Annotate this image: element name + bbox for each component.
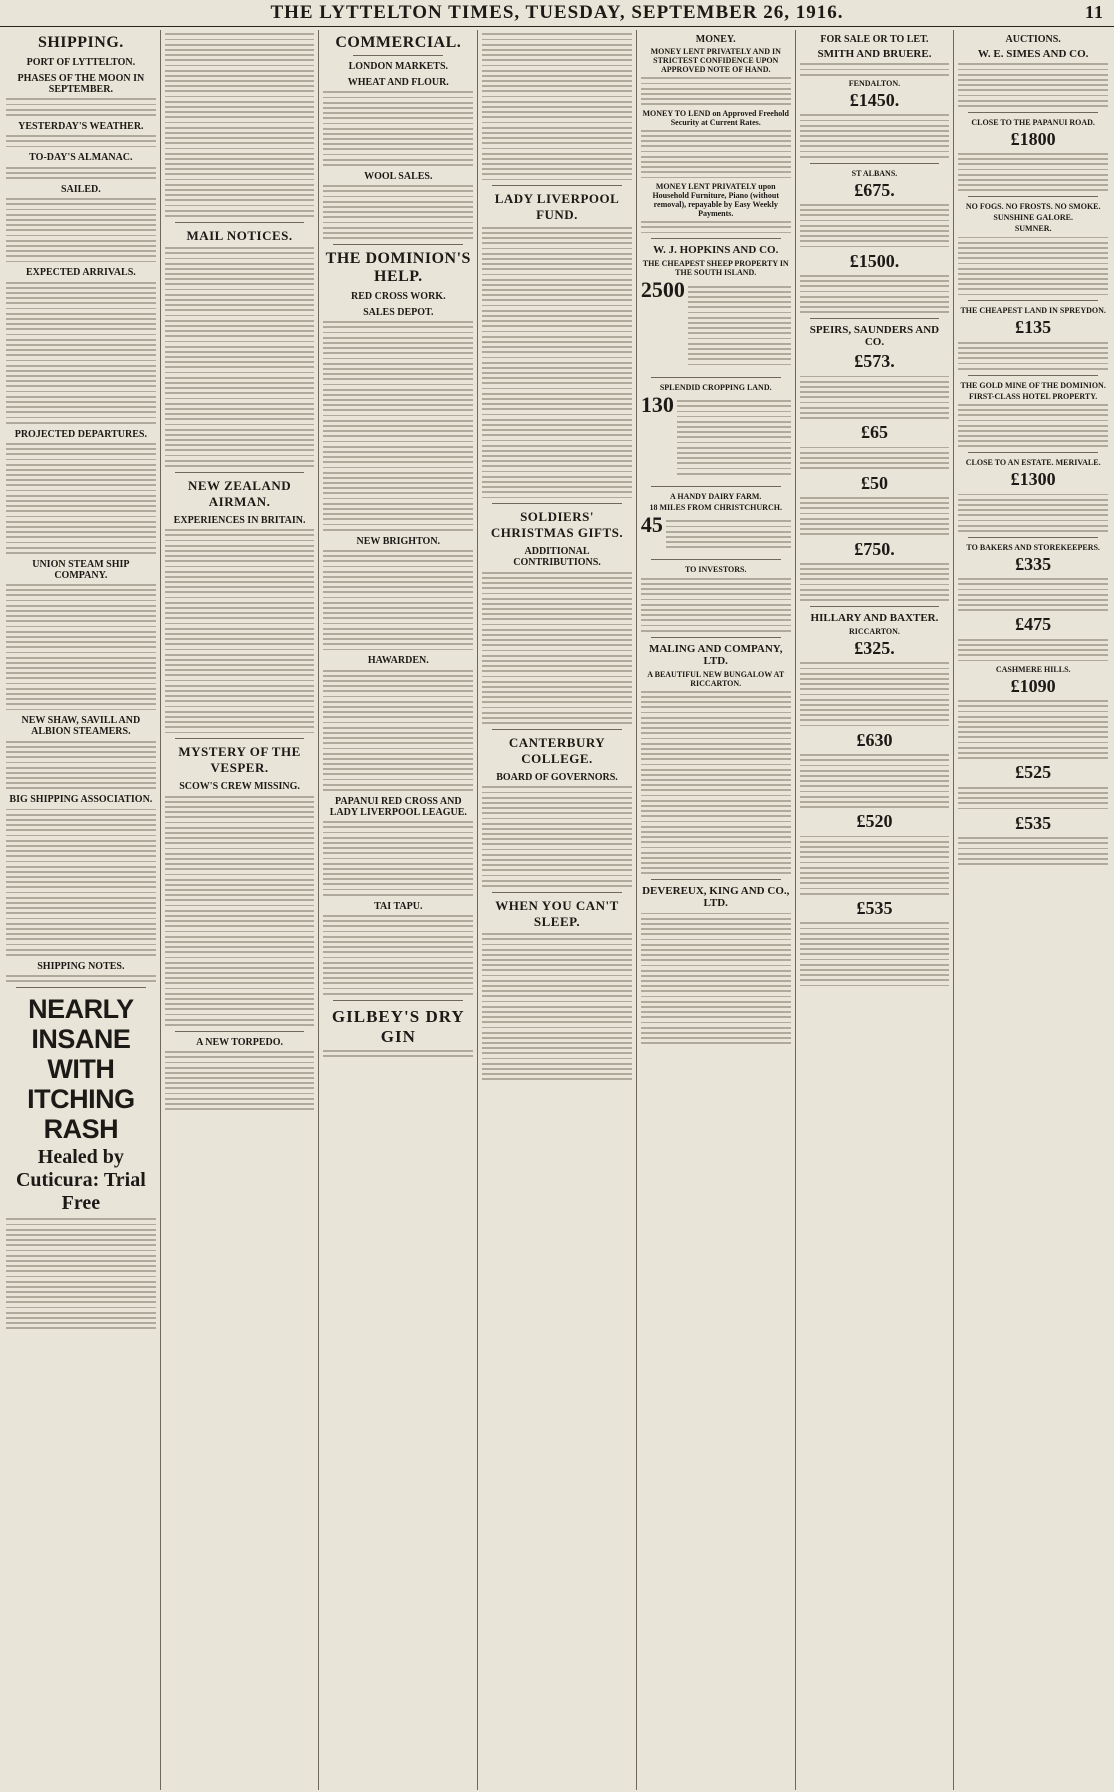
divider <box>175 222 305 223</box>
lady-liverpool-heading: LADY LIVERPOOL FUND. <box>494 191 620 223</box>
divider <box>968 375 1098 376</box>
bakers-heading: TO BAKERS AND STOREKEEPERS. <box>966 542 1100 552</box>
text-block <box>958 63 1108 106</box>
text-block <box>800 376 950 419</box>
text-block <box>800 114 950 157</box>
smith-heading: SMITH AND BRUERE. <box>817 48 932 60</box>
text-block <box>958 578 1108 611</box>
hawarden-heading: HAWARDEN. <box>367 655 429 667</box>
miles-heading: 18 MILES FROM CHRISTCHURCH. <box>649 502 782 512</box>
money-ad-2: MONEY TO LEND on Approved Freehold Security at Current Rates. <box>642 108 789 127</box>
text-block <box>641 130 791 178</box>
riccarton-heading: RICCARTON. <box>848 627 900 637</box>
column-for-sale <box>796 30 955 1790</box>
ad-2500-acres <box>641 279 791 371</box>
text-block <box>6 443 156 554</box>
text-block <box>165 796 315 1026</box>
text-block <box>6 135 156 147</box>
divider <box>492 503 622 504</box>
text-block <box>165 247 315 467</box>
papanui-league-heading: PAPANUI RED CROSS AND LADY LIVERPOOL LEAGUE. <box>329 795 467 818</box>
text-block <box>958 787 1108 810</box>
port-heading: PORT OF LYTTELTON. <box>26 57 136 68</box>
columns <box>2 30 1112 1790</box>
page-number: 11 <box>1084 2 1104 22</box>
hopkins-heading: W. J. HOPKINS AND CO. <box>653 244 779 257</box>
price-573: £573. <box>854 351 895 372</box>
price-1800: £1800 <box>1010 128 1056 149</box>
price-1500: £1500. <box>849 250 900 271</box>
text-block <box>482 933 632 1080</box>
brighton-heading: NEW BRIGHTON. <box>356 535 441 547</box>
divider <box>333 244 463 245</box>
text-block <box>482 227 632 499</box>
text-block <box>641 913 791 1044</box>
divider <box>175 1031 305 1032</box>
text-block <box>6 975 156 982</box>
text-block <box>958 153 1108 191</box>
divider <box>651 559 781 560</box>
text-block <box>323 821 473 895</box>
text-block <box>6 809 156 956</box>
text-block <box>800 922 950 986</box>
column-auctions <box>954 30 1112 1790</box>
mail-heading: MAIL NOTICES. <box>186 227 293 243</box>
crew-heading: SCOW'S CREW MISSING. <box>179 781 300 793</box>
britain-heading: EXPERIENCES IN BRITAIN. <box>173 514 306 526</box>
shaw-heading: NEW SHAW, SAVILL AND ALBION STEAMERS. <box>21 715 141 738</box>
divider <box>651 486 781 487</box>
text-block <box>323 1050 473 1057</box>
column-mail <box>161 30 320 1790</box>
price-1450: £1450. <box>849 89 900 110</box>
text-block <box>958 404 1108 447</box>
canterbury-heading: CANTERBURY COLLEGE. <box>508 735 606 766</box>
gifts-subheading: ADDITIONAL CONTRIBUTIONS. <box>513 546 601 569</box>
price-535b: £535 <box>1015 812 1052 833</box>
text-block <box>958 700 1108 759</box>
text-block <box>800 836 950 895</box>
divider <box>651 377 781 378</box>
notes-heading: SHIPPING NOTES. <box>37 960 125 972</box>
text-block <box>482 786 632 886</box>
albans-heading: ST ALBANS. <box>851 168 898 178</box>
dairy-heading: A HANDY DAIRY FARM. <box>670 491 762 501</box>
money-heading: MONEY. <box>695 34 736 45</box>
sunshine-heading: SUNSHINE GALORE. <box>993 213 1073 223</box>
text-block <box>323 185 473 239</box>
text-block <box>666 517 791 552</box>
text-block <box>482 572 632 724</box>
wool-heading: WOOL SALES. <box>364 170 433 182</box>
text-block <box>323 321 473 530</box>
text-block <box>6 198 156 262</box>
text-block <box>641 691 791 874</box>
price-675: £675. <box>854 179 895 200</box>
text-block <box>323 91 473 165</box>
text-block <box>800 754 950 808</box>
divider <box>968 300 1098 301</box>
forsale-heading: FOR SALE OR TO LET. <box>820 34 929 45</box>
price-335: £335 <box>1015 553 1052 574</box>
divider <box>810 606 940 607</box>
acre-count: 130 <box>640 391 674 417</box>
divider <box>968 196 1098 197</box>
text-block <box>323 915 473 995</box>
price-50: £50 <box>860 472 888 493</box>
moon-heading: PHASES OF THE MOON IN SEPTEMBER. <box>17 73 145 95</box>
divider <box>16 987 146 988</box>
price-535: £535 <box>856 897 893 918</box>
column-lady-liverpool <box>478 30 637 1790</box>
text-block <box>800 204 950 247</box>
column-money <box>637 30 796 1790</box>
price-135: £135 <box>1015 317 1052 338</box>
maling-heading: MALING AND COMPANY, LTD. <box>648 642 783 667</box>
divider <box>492 185 622 186</box>
text-block <box>958 639 1108 662</box>
divider <box>651 637 781 638</box>
goldmine-heading: THE GOLD MINE OF THE DOMINION. <box>960 380 1106 390</box>
almanac-heading: TO-DAY'S ALMANAC. <box>29 152 133 164</box>
commercial-heading: COMMERCIAL. <box>335 34 462 51</box>
spreydon-heading: THE CHEAPEST LAND IN SPREYDON. <box>960 306 1106 316</box>
weather-heading: YESTERDAY'S WEATHER. <box>18 120 144 132</box>
text-block <box>6 282 156 424</box>
text-block <box>641 221 791 233</box>
departures-heading: PROJECTED DEPARTURES. <box>14 428 147 440</box>
text-block <box>800 63 950 75</box>
airman-heading: NEW ZEALAND AIRMAN. <box>188 477 292 509</box>
money-ad-3: MONEY LENT PRIVATELY upon Household Furniture, Piano (without removal), repayable by Easy Weekly Payments. <box>652 181 779 218</box>
text-block <box>800 447 950 470</box>
sailed-heading: SAILED. <box>60 183 101 195</box>
price-520: £520 <box>856 811 893 832</box>
divider <box>968 452 1098 453</box>
sheep-heading: THE CHEAPEST SHEEP PROPERTY IN THE SOUTH ISLAND. <box>642 259 789 278</box>
price-525: £525 <box>1015 762 1052 783</box>
text-block <box>323 670 473 791</box>
text-block <box>800 662 950 726</box>
price-750: £750. <box>854 538 895 559</box>
text-block <box>6 584 156 710</box>
divider <box>651 879 781 880</box>
auctions-heading: AUCTIONS. <box>1005 34 1061 45</box>
dominion-heading: THE DOMINION'S HELP. <box>325 249 471 285</box>
text-block <box>165 529 315 733</box>
board-heading: BOARD OF GOVERNORS. <box>496 772 618 783</box>
simes-heading: W. E. SIMES AND CO. <box>977 48 1089 60</box>
gilbey-ad-title: GILBEY'S DRY GIN <box>331 1006 465 1046</box>
merivale-heading: CLOSE TO AN ESTATE. MERIVALE. <box>965 458 1101 468</box>
text-block <box>800 497 950 535</box>
papanui-road-heading: CLOSE TO THE PAPANUI ROAD. <box>971 117 1095 127</box>
cuticura-headline: NEARLY INSANE WITH ITCHING RASH <box>27 994 135 1145</box>
investors-heading: TO INVESTORS. <box>684 565 747 575</box>
vesper-heading: MYSTERY OF THE VESPER. <box>178 744 301 776</box>
divider <box>810 163 940 164</box>
price-1300: £1300 <box>1010 469 1056 490</box>
divider <box>968 112 1098 113</box>
masthead-title: THE LYTTELTON TIMES, TUESDAY, SEPTEMBER 26, 1916. <box>270 2 844 23</box>
price-475: £475 <box>1015 614 1052 635</box>
union-heading: UNION STEAM SHIP COMPANY. <box>32 558 130 581</box>
torpedo-heading: A NEW TORPEDO. <box>196 1036 284 1048</box>
text-block <box>800 563 950 601</box>
text-block <box>641 77 791 105</box>
arrivals-heading: EXPECTED ARRIVALS. <box>25 267 136 279</box>
text-block <box>958 837 1108 865</box>
hotel-heading: FIRST-CLASS HOTEL PROPERTY. <box>969 391 1098 401</box>
pool-heading: BIG SHIPPING ASSOCIATION. <box>9 794 153 806</box>
acre-count: 45 <box>640 511 663 537</box>
column-shipping <box>2 30 161 1790</box>
cashmere-heading: CASHMERE HILLS. <box>995 664 1071 674</box>
sleep-heading: WHEN YOU CAN'T SLEEP. <box>495 897 619 929</box>
cuticura-subhead: Healed by Cuticura: Trial Free <box>15 1146 146 1215</box>
text-block <box>958 342 1108 370</box>
text-block <box>482 33 632 180</box>
divider <box>492 892 622 893</box>
devereux-heading: DEVEREUX, KING AND CO., LTD. <box>642 885 790 910</box>
fendalton-heading: FENDALTON. <box>848 78 901 88</box>
divider <box>968 537 1098 538</box>
text-block <box>165 33 315 216</box>
money-ad-1: MONEY LENT PRIVATELY AND IN STRICTEST CONFIDENCE UPON APPROVED NOTE OF HAND. <box>650 47 781 74</box>
ad-45-acres <box>640 511 791 555</box>
text-block <box>6 167 156 179</box>
divider <box>175 738 305 739</box>
text-block <box>165 1051 315 1110</box>
price-325: £325. <box>854 638 895 659</box>
text-block <box>6 741 156 789</box>
acre-count: 2500 <box>640 277 685 303</box>
text-block <box>958 237 1108 296</box>
price-630: £630 <box>856 729 893 750</box>
divider <box>175 472 305 473</box>
text-block <box>677 397 791 478</box>
bungalow-heading: A BEAUTIFUL NEW BUNGALOW AT RICCARTON. <box>647 669 785 688</box>
divider <box>810 318 940 319</box>
text-block <box>6 1218 156 1329</box>
shipping-heading: SHIPPING. <box>37 34 124 51</box>
divider <box>333 1000 463 1001</box>
taitapu-heading: TAI TAPU. <box>374 900 423 912</box>
text-block <box>958 494 1108 532</box>
redcross-heading: RED CROSS WORK. <box>351 290 446 302</box>
nofogs-heading: NO FOGS. NO FROSTS. NO SMOKE. <box>965 202 1101 212</box>
price-65: £65 <box>860 422 888 443</box>
text-block <box>641 578 791 632</box>
london-heading: LONDON MARKETS. <box>348 61 449 72</box>
divider <box>492 729 622 730</box>
cropping-heading: SPLENDID CROPPING LAND. <box>659 382 772 392</box>
divider <box>353 55 443 56</box>
text-block <box>323 550 473 650</box>
hillary-heading: HILLARY AND BAXTER. <box>810 612 939 625</box>
ad-130-acres <box>640 391 791 481</box>
masthead <box>0 0 1114 27</box>
sumner-heading: SUMNER. <box>1014 224 1052 234</box>
gifts-heading: SOLDIERS' CHRISTMAS GIFTS. <box>490 509 624 541</box>
column-commercial <box>319 30 478 1790</box>
text-block <box>688 282 791 368</box>
depot-heading: SALES DEPOT. <box>363 306 434 318</box>
text-block <box>6 98 156 115</box>
speirs-heading: SPEIRS, SAUNDERS AND CO. <box>809 324 940 349</box>
text-block <box>800 275 950 313</box>
divider <box>651 238 781 239</box>
price-1090: £1090 <box>1010 675 1056 696</box>
wheat-heading: WHEAT AND FLOUR. <box>347 77 449 88</box>
